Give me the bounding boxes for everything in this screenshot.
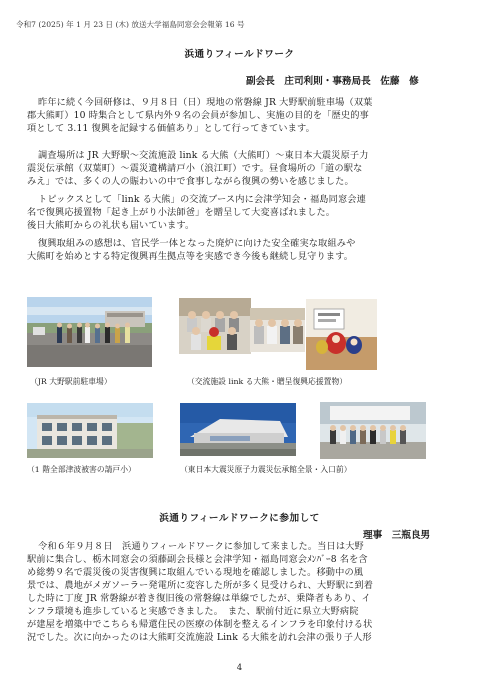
photo-jr-ono-station-parking (27, 297, 152, 367)
photo-museum-entrance-group (320, 402, 426, 459)
body-line: みえ」では、多くの人の賑わいの中で食事しながら復興の勢いを感じました。 (27, 176, 354, 187)
body-line: 震災伝承館（双葉町）～震災遺構請戸小（浪江町）です。昼食場所の「道の駅な (27, 163, 363, 174)
caption-ukedo-school: （1 階全部津波被害の請戸小） (27, 465, 136, 474)
photo-link-okuma-group (179, 298, 251, 354)
body-line: 令和６年９月８日 浜通りフィールドワークに参加して来ました。当日は大野 (38, 541, 364, 552)
article1-title: 浜通りフィールドワーク (184, 49, 295, 60)
photo-okiagari-koboshi-display (306, 299, 377, 370)
body-line: 況でした。次に向かったのは大熊町交流施設 Link る大熊を訪れ会津の張り子人形 (27, 632, 372, 643)
body-line: 駅前に集合し、栃木同窓会の須藤副会長様と会津学知・福島同窓会ﾒﾝﾊﾞｰ8 名を含 (27, 554, 368, 565)
body-line: ンフラ環境も進歩していると実感できました。 また、駅前付近に県立大野病院 (27, 606, 359, 617)
body-line: 後日大熊町からの礼状も届いています。 (27, 220, 195, 231)
photo-disaster-museum-exterior (180, 403, 296, 456)
body-line: 大熊町を始めとする特定復興再生拠点等を実感でき今後も継続し見守ります。 (27, 251, 354, 262)
article2-byline: 理事 三瓶良男 (363, 530, 431, 541)
newsletter-header: 令和7 (2025) 年 1 月 23 日 (木) 放送大学福島同窓会会報第 16 号 (16, 20, 245, 29)
body-line: 復興取組みの感想は、官民学一体となった廃炉に向けた安全確実な取組みや (38, 238, 356, 249)
article2-title: 浜通りフィールドワークに参加して (159, 513, 320, 524)
body-line: 昨年に続く今回研修は、９月８日（日）現地の常磐線 JR 大野駅前駐車場（双葉 (38, 97, 373, 108)
caption-disaster-museum: （東日本大震災原子力震災伝承館全景・入口前） (180, 465, 352, 474)
body-line: トピックスとして「link る大熊」の交流ブース内に会津学知会・福島同窓会連 (38, 194, 366, 205)
body-line: 項として 3.11 復興を記録する価値あり」として行ってきています。 (27, 123, 315, 134)
body-line: 景では、農地がメガソーラー発電所に変容した所が多く見受けられ、大野駅に到着 (27, 580, 374, 591)
body-line: 名で復興応援置物「起き上がり小法師爸」を贈呈して大変喜ばれました。 (27, 207, 336, 218)
photo-ukedo-elementary-school (27, 403, 153, 458)
body-line: した時に丁度 JR 常磐線が着き復旧後の常磐線は単線でしたが、乗降者もあり、イ (27, 593, 371, 604)
article1-byline: 副会長 庄司利則・事務局長 佐藤 修 (246, 76, 419, 87)
body-line: 調査場所は JR 大野駅～交流施設 link る大熊（大熊町）～東日本大震災原子力 (38, 150, 369, 161)
caption-jr-ono-station: （JR 大野駅前駐車場） (30, 377, 112, 386)
body-line: 郡大熊町）10 時集合として県内外９名の会員が参加し、実施の目的を「歴史的事 (27, 110, 369, 121)
body-line: め総勢９名で震災後の災害復興に取組んでいる現地を確認しました。移動中の風 (27, 567, 364, 578)
page-number: 4 (236, 663, 243, 673)
photo-seated-members (250, 308, 305, 352)
caption-link-okuma: （交流施設 link る大熊・贈呈復興応援置物） (187, 377, 348, 386)
body-line: が建屋を増築中でこちらも帰還住民の医療の体制を整えるインフラを印象付ける状 (27, 619, 373, 630)
